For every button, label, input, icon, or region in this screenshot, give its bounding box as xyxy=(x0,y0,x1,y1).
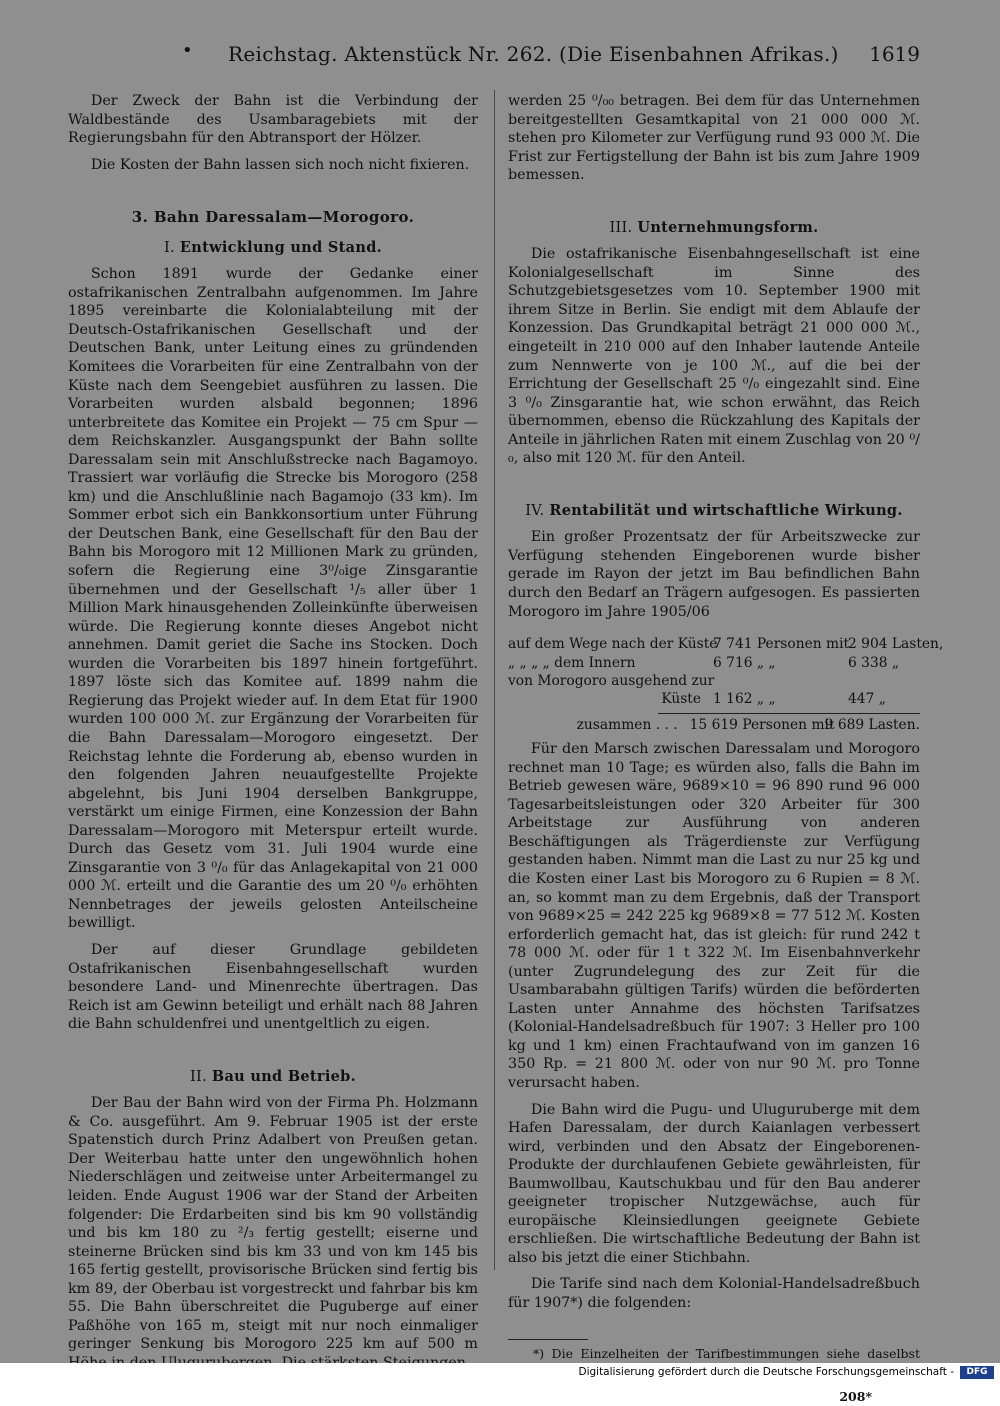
footnote: *) Die Einzelheiten der Tarifbestimmungen siehe daselbst xyxy=(533,1345,920,1361)
table-row xyxy=(508,690,920,708)
paragraph: Die Kosten der Bahn lassen sich noch nicht fixieren. xyxy=(90,156,470,173)
table-cell: 6 338 „ xyxy=(848,654,900,671)
paragraph: Die Bahn wird die Pugu- und Uluguruberge mit dem Hafen Daressalam, der durch Kaianlagen verbessert wird, verbinden und den Absatz der Eingeborenen-Produkte der durchlaufenen Gebiete gewährleisten, für Baumwollbau, Kautschukbau und für den Bau anderer geeigneter tropischer Nutzgewächse, auch für europäische Kleinsiedlungen geeignete Gebiete erschließen. Die wirtschaftliche Bedeutung der Bahn ist also bis jetzt die einer Stichbahn. xyxy=(508,1101,920,1266)
subsection-title: Unternehmungsform. xyxy=(637,218,819,236)
table-cell: 6 716 „ „ xyxy=(713,654,776,671)
table-row xyxy=(508,672,920,690)
subsection-number: III. xyxy=(609,219,633,236)
subsection-number: II. xyxy=(190,1068,207,1085)
column-divider xyxy=(494,90,495,1270)
paragraph: Schon 1891 wurde der Gedanke einer ostafrikanischen Zentralbahn aufgenommen. Im Jahre 1895 vereinbarte die Kolonialabteilung mit der Deutsch-Ostafrikanischen Gesellschaft und der Deutschen Bank, unter Leitung eines zu gründenden Komitees die Vorarbeiten für eine Zentralbahn von der Küste nach dem Seengebiet ausführen zu lassen. Die Vorarbeiten wurden alsbald begonnen; 1896 unterbreitete das Komitee ein Projekt — 75 cm Spur — dem Reichskanzler. Ausgangspunkt der Bahn sollte Daressalam sein mit Anschlußstrecke nach Bagamoyo. Trassiert war vorläufig die Strecke bis Morogoro (258 km) und die Anschlußlinie nach Bagamojo (33 km). Im Sommer erbot sich ein Bankkonsortium unter Führung der Deutschen Bank, eine Gesellschaft für den Bau der Bahn bis Morogoro mit 12 Millionen Mark zu gründen, sofern die Regierung eine 3⁰/₀ige Zinsgarantie übernehmen und der Gesellschaft ¹/₅ aller über 1 Million Mark hinausgehenden Zolleinkünfte überweisen würde. Die Regierung konnte dieses Angebot nicht annehmen. Damit geriet die Sache ins Stocken. Doch wurden die Vorarbeiten bis 1897 hinein fortgeführt. 1897 löste sich das Komitee auf. 1899 nahm die Regierung das Projekt wieder auf. In dem Etat für 1900 wurden 100 000 ℳ. zur Ergänzung der Vorarbeiten für die Bahn Daressalam—Morogoro eingesetzt. Der Reichstag lehnte die Forderung ab, ebenso wurden in den folgenden Jahren neuaufgestellte Projekte abgelehnt, bis Juni 1904 derselben Bankgruppe, verstärkt um einige Firmen, eine Konzession der Bahn Daressalam—Morogoro mit Meterspur erteilt wurde. Durch das Gesetz vom 31. Juli 1904 wurde eine Zinsgarantie von 3 ⁰/₀ für das Anlagekapital von 21 000 000 ℳ. erteilt und die Garantie des um 20 ⁰/₀ erhöhten Nennbetrages der jeweils gelosten Anteilscheine bewilligt. xyxy=(68,266,478,932)
table-row xyxy=(508,635,944,653)
paragraph: Die ostafrikanische Eisenbahngesellschaft ist eine Kolonialgesellschaft im Sinne des Schutzgebietsgesetzes vom 10. September 1900 mit ihrem Sitze in Berlin. Sie endigt mit dem Ablaufe der Konzession. Das Grundkapital beträgt 21 000 000 ℳ., eingeteilt in 210 000 auf den Inhaber lautende Anteile zum Nennwerte von je 100 ℳ., auf die bei der Errichtung der Gesellschaft 25 ⁰/₀ eingezahlt sind. Eine 3 ⁰/₀ Zinsgarantie hat, wie schon erwähnt, das Reich übernommen, ebenso die Rückzahlung des Kapitals der Anteile in jährlichen Raten mit einem Zuschlag von 20 ⁰/₀, also mit 120 ℳ. für den Anteil. xyxy=(508,246,920,467)
subsection-heading xyxy=(508,219,920,238)
table-cell: Küste xyxy=(661,691,701,708)
traffic-table xyxy=(508,635,944,734)
paragraph: Der Bau der Bahn wird von der Firma Ph. Holzmann & Co. ausgeführt. Am 9. Februar 1905 ist der erste Spatenstich durch Prinz Adalbert von Preußen getan. Der Weiterbau hatte unter den ungewöhnlich hohen Niederschlägen und zeitweise unter Arbeitermangel zu leiden. Ende August 1906 war der Stand der Arbeiten folgender: Die Erdarbeiten sind bis km 90 vollständig und bis km 180 zu ²/₃ fertig gestellt; eiserne und steinerne Brücken sind bis km 33 und von km 145 bis 165 fertig gestellt, provisorische Brücken sind fertig bis km 89, der Oberbau ist vorgestreckt und fahrbar bis km 55. Die Bahn überschreitet die Puguberge auf einer Paßhöhe von 165 m, steigt mit nur noch einmaliger geringer Senkung bis Morogoro 225 km auf 500 m xyxy=(68,1095,478,1353)
header-dot: • xyxy=(182,40,193,61)
paragraph: Für den Marsch zwischen Daressalam und Morogoro rechnet man 10 Tage; es würden also, falls die Bahn im Betrieb gewesen wäre, 9689×10 = 96 890 rund 96 000 Tagesarbeitsleistungen oder 320 Arbeiter für 300 Arbeitstage zur Ausführung von anderen Beschäftigungen als Trägerdienste zur Verfügung gestanden haben. Nimmt man die Last zu nur 25 kg und die Kosten einer Last bis Morogoro zu 6 Rupien = 8 ℳ. an, so kommt man zu dem Ergebnis, daß der Transport von 9689×25 = 242 225 kg 9689×8 = 77 512 ℳ. Kosten erforderlich gemacht hat, das ist gleich: für rund 242 t 78 000 ℳ. oder für 1 t 322 ℳ. Im Eisenbahnverkehr (unter Zugrundelegung des zur Zeit für die Usambarabahn gültigen Tarifs) würden die beförderten Lasten unter Annahme des höchsten Tarifsatzes (Kolonial-Handelsadreßbuch für 1907: 3 Heller pro 100 kg und 1 km) einen Frachtaufwand von im ganzen 16 350 Rp. = 21 800 ℳ. oder von nur 90 ℳ. pro Tonne verursacht haben. xyxy=(508,741,920,1091)
table-cell: 2 904 Lasten, xyxy=(848,636,944,653)
footer-bar xyxy=(0,1363,1000,1383)
subsection-title: Rentabilität und wirtschaftliche Wirkung. xyxy=(549,501,903,519)
running-title: Reichstag. Aktenstück Nr. 262. (Die Eisenbahnen Afrikas.) xyxy=(228,42,839,66)
table-cell: von Morogoro ausgehend zur xyxy=(508,672,715,689)
page-number: 1619 xyxy=(869,42,920,66)
paragraph: Die Tarife sind nach dem Kolonial-Handelsadreßbuch für 1907*) die folgenden: xyxy=(508,1276,920,1312)
table-cell: „ „ „ „ dem Innern xyxy=(508,654,636,671)
table-row xyxy=(508,716,920,734)
section-heading: 3. Bahn Daressalam—Morogoro. xyxy=(131,208,415,227)
footnote-rule xyxy=(508,1339,588,1340)
table-cell: auf dem Wege nach der Küste xyxy=(508,636,718,653)
subsection-title: Bau und Betrieb. xyxy=(211,1067,356,1085)
table-cell: 7 741 Personen mit xyxy=(713,636,850,653)
paragraph: werden 25 ⁰/₀₀ betragen. Bei dem für das Unternehmen bereitgestellten Gesamtkapital von 21 000 000 ℳ. stehen pro Kilometer zur Verfügung rund 93 000 ℳ. Die Frist zur Fertigstellung der Bahn ist bis zum Jahre 1909 bemessen. xyxy=(508,93,920,184)
table-cell: zusammen . . . xyxy=(576,716,678,733)
subsection-heading xyxy=(68,1068,478,1087)
subsection-number: IV. xyxy=(525,502,545,519)
signature-mark: 208* xyxy=(839,1388,872,1404)
paragraph: Der Zweck der Bahn ist die Verbindung der Waldbestände des Usambaragebiets mit der Regierungsbahn für den Abtransport der Hölzer. xyxy=(68,93,478,147)
right-column xyxy=(508,92,944,1406)
table-sum-rule xyxy=(658,713,920,714)
paragraph: Der auf dieser Grundlage gebildeten Ostafrikanischen Eisenbahngesellschaft wurden besondere Land- und Minenrechte übertragen. Das Reich ist am Gewinn beteiligt und erhält nach 88 Jahren die Bahn schuldenfrei und unentgeltlich zu eigen. xyxy=(68,941,478,1033)
table-cell: 15 619 Personen mit xyxy=(689,716,835,733)
table-row xyxy=(508,654,920,672)
table-cell: 1 162 „ „ xyxy=(713,691,776,708)
subsection-heading xyxy=(68,239,478,258)
left-column xyxy=(68,92,478,1380)
page-header xyxy=(0,38,1000,68)
table-cell: 9 689 Lasten. xyxy=(824,716,920,733)
subsection-heading xyxy=(508,502,920,521)
subsection-number: I. xyxy=(164,239,175,256)
paragraph: Ein großer Prozentsatz der für Arbeitszwecke zur Verfügung stehenden Eingeborenen wurde bisher gerade im Rayon der jetzt im Bau befindlichen Bahn durch den Bedarf an Trägern aufgesogen. Es passierten Morogoro im Jahre 1905/06 xyxy=(508,529,920,620)
dfg-logo: DFG xyxy=(960,1366,994,1379)
subsection-title: Entwicklung und Stand. xyxy=(179,238,382,256)
table-cell: 447 „ xyxy=(848,691,886,708)
footer-credit: Digitalisierung gefördert durch die Deutsche Forschungsgemeinschaft - xyxy=(578,1366,954,1378)
